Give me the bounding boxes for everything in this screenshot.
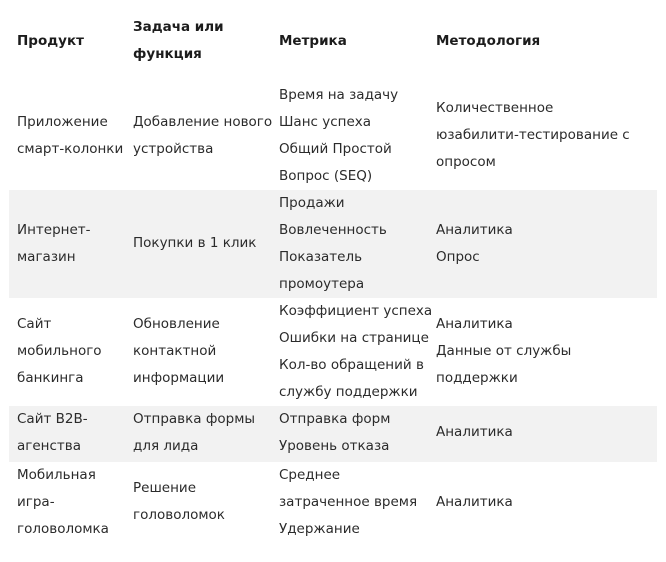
cell-task: Покупки в 1 клик [133, 235, 257, 251]
cell-product: Сайт мобильного банкинга [17, 316, 102, 386]
table-row [9, 298, 657, 406]
table-row [9, 190, 657, 298]
cell-methodology: Количественное юзабилити-тестирование с опросом [436, 100, 630, 170]
cell-metric: Продажи Вовлеченность Показатель промоутера [279, 195, 387, 292]
cell-task: Обновление контактной информации [133, 316, 225, 386]
table-row [9, 82, 657, 190]
header-methodology: Методология [436, 33, 541, 49]
table-header-row [9, 14, 657, 70]
cell-methodology: Аналитика [436, 424, 513, 440]
table-row [9, 406, 657, 462]
cell-metric: Время на задачу Шанс успеха Общий Простой Вопрос (SEQ) [279, 87, 399, 184]
cell-methodology: Аналитика Опрос [436, 222, 513, 265]
cell-methodology: Аналитика Данные от службы поддержки [436, 316, 572, 386]
table-row [9, 462, 657, 546]
header-product: Продукт [17, 33, 84, 49]
header-metric: Метрика [279, 33, 347, 49]
cell-product: Приложение смарт-колонки [17, 114, 124, 157]
comparison-table [0, 14, 666, 546]
cell-task: Решение головоломок [133, 480, 225, 523]
cell-product: Интернет- магазин [17, 222, 91, 265]
cell-task: Отправка формы для лида [133, 411, 256, 454]
cell-product: Сайт B2B- агенства [17, 411, 88, 454]
cell-metric: Коэффициент успеха Ошибки на странице Кол-во обращений в службу поддержки [279, 303, 433, 400]
cell-metric: Среднее затраченное время Удержание [279, 467, 418, 537]
header-task: Задача или функция [133, 19, 224, 62]
cell-methodology: Аналитика [436, 494, 513, 510]
cell-product: Мобильная игра- головоломка [17, 467, 109, 537]
cell-task: Добавление нового устройства [133, 114, 273, 157]
cell-metric: Отправка форм Уровень отказа [279, 411, 391, 454]
